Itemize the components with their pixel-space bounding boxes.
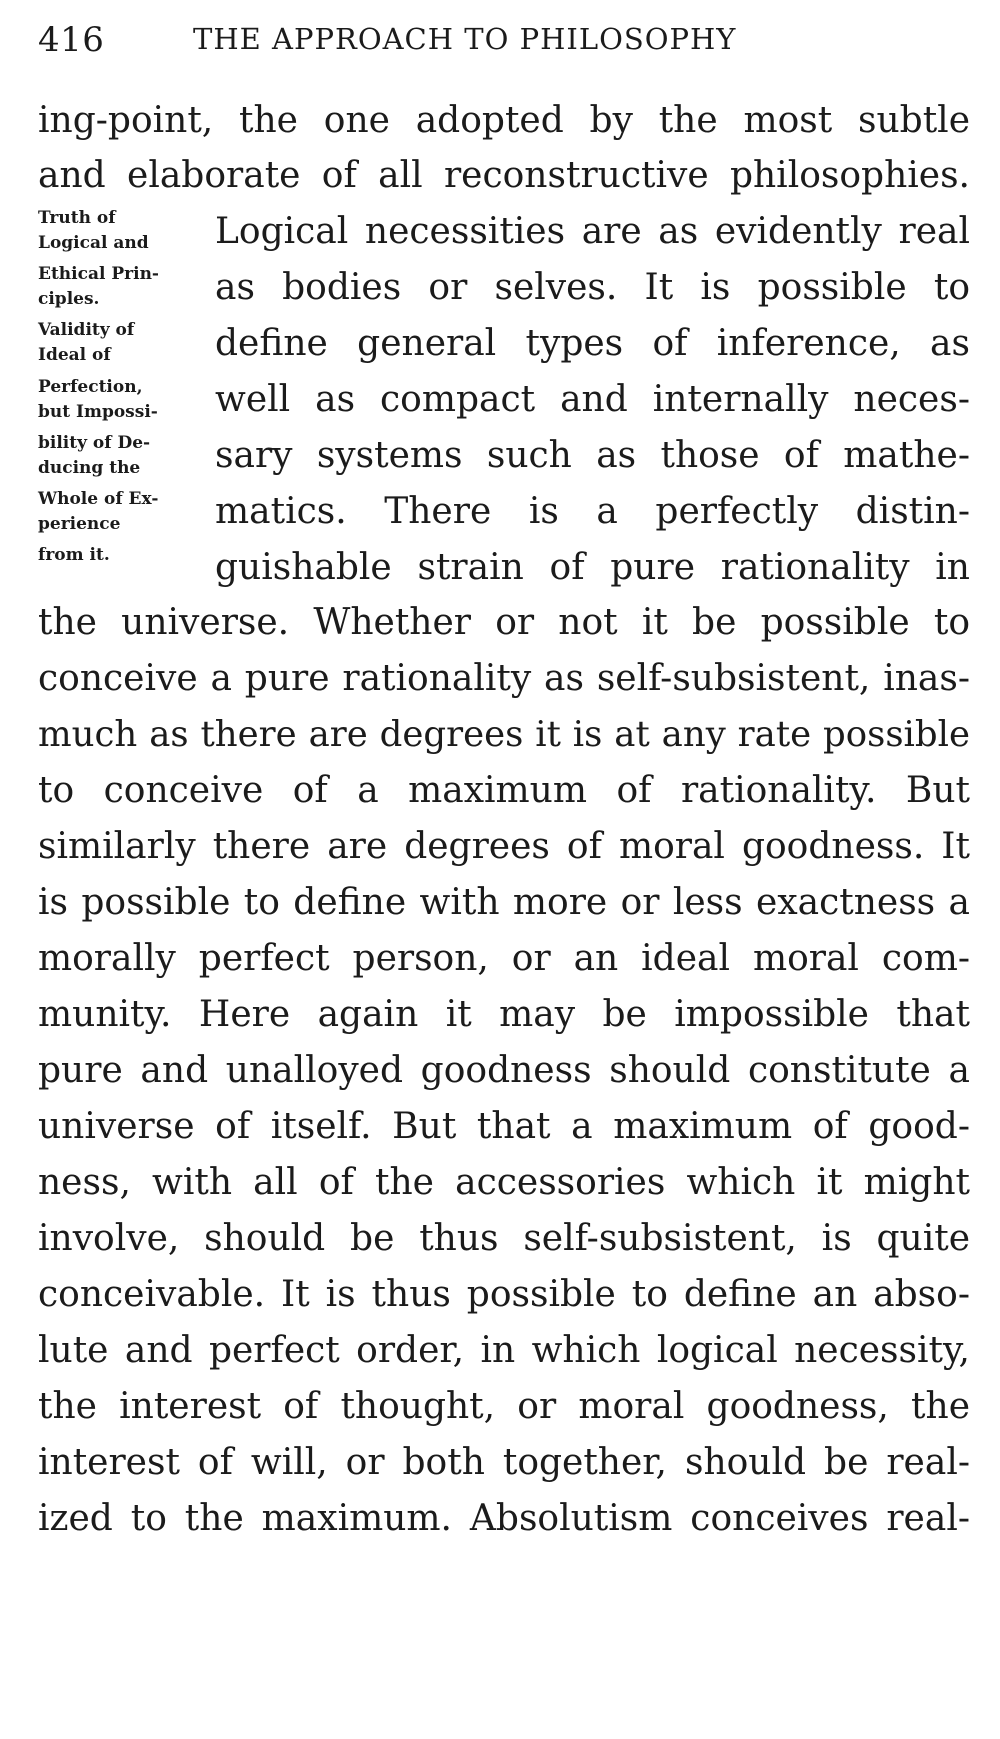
text-line: Logical necessities are as evidently real — [215, 211, 970, 252]
text-line: ized to the maximum. Absolutism conceives real- — [38, 1498, 970, 1539]
text-line: ness, with all of the accessories which it might — [38, 1162, 970, 1203]
running-title: THE APPROACH TO PHILOSOPHY — [193, 22, 737, 56]
text-line: to conceive of a maximum of rationality. But — [38, 770, 970, 811]
marginal-note-line: Ethical Prin- — [38, 264, 159, 284]
marginal-note-line: bility of De- — [38, 433, 151, 453]
text-line: and elaborate of all reconstructive philosophies. — [38, 155, 970, 196]
marginal-note-line: ciples. — [38, 289, 100, 309]
text-line: guishable strain of pure rationality in — [215, 547, 970, 588]
marginal-note-line: ducing the — [38, 458, 141, 478]
text-line: morally perfect person, or an ideal moral com- — [38, 938, 970, 979]
text-line: ing-point, the one adopted by the most subtle — [38, 100, 970, 141]
text-line: is possible to define with more or less exactness a — [38, 882, 970, 923]
text-line: sary systems such as those of mathe- — [215, 435, 970, 476]
marginal-note-line: perience — [38, 514, 121, 534]
text-line: the interest of thought, or moral goodness, the — [38, 1386, 970, 1427]
page-header — [38, 20, 968, 64]
marginal-note-line: Validity of — [38, 320, 135, 340]
marginal-note-line: from it. — [38, 545, 110, 565]
text-line: as bodies or selves. It is possible to — [215, 267, 970, 308]
text-line: lute and perfect order, in which logical necessity, — [38, 1330, 970, 1371]
marginal-note-line: Whole of Ex- — [38, 489, 159, 509]
text-line: pure and unalloyed goodness should constitute a — [38, 1050, 970, 1091]
marginal-note-line: Logical and — [38, 233, 149, 253]
text-line: the universe. Whether or not it be possible to — [38, 602, 970, 643]
text-line: universe of itself. But that a maximum of good- — [38, 1106, 970, 1147]
page-number: 416 — [38, 20, 105, 60]
text-line: well as compact and internally neces- — [215, 379, 970, 420]
text-line: define general types of inference, as — [215, 323, 970, 364]
text-line: interest of will, or both together, should be real- — [38, 1442, 970, 1483]
text-line: munity. Here again it may be impossible that — [38, 994, 970, 1035]
text-line: conceivable. It is thus possible to define an abso- — [38, 1274, 970, 1315]
marginal-note-line: but Impossi- — [38, 402, 158, 422]
text-line: much as there are degrees it is at any rate possible — [38, 714, 970, 755]
marginal-note-line: Truth of — [38, 208, 116, 228]
text-line: involve, should be thus self-subsistent, is quite — [38, 1218, 970, 1259]
text-line: similarly there are degrees of moral goodness. It — [38, 826, 970, 867]
text-line: matics. There is a perfectly distin- — [215, 491, 970, 532]
marginal-note-line: Ideal of — [38, 345, 111, 365]
text-line: conceive a pure rationality as self-subsistent, inas- — [38, 658, 970, 699]
marginal-note-line: Perfection, — [38, 377, 143, 397]
